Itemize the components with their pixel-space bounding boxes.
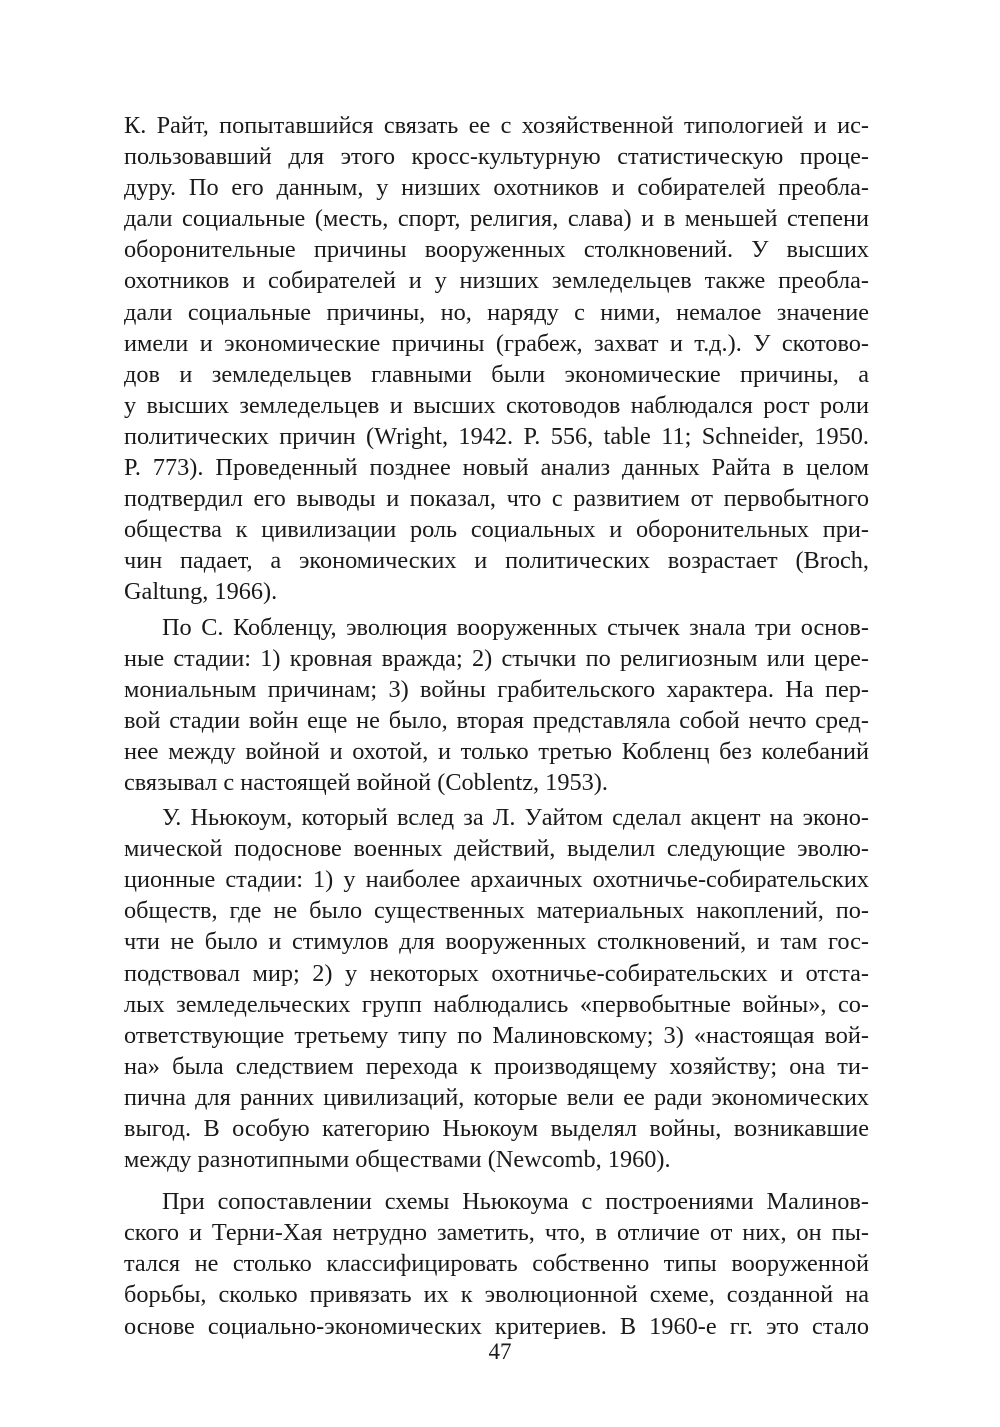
- text-line: ответствующие третьему типу по Малиновскому; 3) «настоящая вой-: [124, 1021, 869, 1049]
- paragraph-2: [124, 612, 869, 799]
- text-line: имели и экономические причины (грабеж, захват и т.д.). У скотово-: [124, 329, 869, 357]
- text-line: ционные стадии: 1) у наиболее архаичных охотничье-собирательских: [124, 866, 869, 894]
- paragraph-1: [124, 110, 869, 608]
- text-line: Galtung, 1966).: [124, 578, 278, 606]
- text-line: По С. Кобленцу, эволюция вооруженных стычек знала три основ-: [162, 613, 869, 641]
- text-line: дуру. По его данным, у низших охотников и собирателей преобла-: [124, 174, 869, 202]
- text-line: обществ, где не было существенных материальных накоплений, по-: [124, 897, 869, 925]
- text-line: выгод. В особую категорию Ньюкоум выделял войны, возникавшие: [124, 1115, 869, 1142]
- page-number: 47: [488, 1339, 512, 1364]
- text-line: К. Райт, попытавшийся связать ее с хозяйственной типологией и ис-: [124, 112, 869, 139]
- paragraph-4: [124, 1186, 869, 1341]
- text-line: ные стадии: 1) кровная вражда; 2) стычки по религиозным или цере-: [124, 644, 869, 672]
- text-line: P. 773). Проведенный позднее новый анализ данных Райта в целом: [124, 454, 869, 482]
- text-line: политических причин (Wright, 1942. P. 556, table 11; Schneider, 1950.: [124, 422, 869, 450]
- text-line: У. Ньюкоум, который вслед за Л. Уайтом сделал акцент на эконо-: [162, 804, 869, 832]
- text-line: чти не было и стимулов для вооруженных столкновений, и там гос-: [124, 928, 869, 956]
- page-body: [124, 110, 869, 1342]
- text-line: подтвердил его выводы и показал, что с развитием от первобытного: [124, 485, 869, 513]
- text-line: охотников и собирателей и у низших земледельцев также преобла-: [124, 267, 869, 295]
- text-line: между разнотипными обществами (Newcomb, 1960).: [124, 1146, 671, 1174]
- text-line: При сопоставлении схемы Ньюкоума с построениями Малинов-: [162, 1188, 869, 1216]
- text-line: дали социальные (месть, спорт, религия, слава) и в меньшей степени: [124, 205, 869, 233]
- paragraph-3: [124, 802, 869, 1175]
- text-line: пользовавший для этого кросс-культурную статистическую проце-: [124, 143, 869, 171]
- text-line: связывал с настоящей войной (Coblentz, 1953).: [124, 768, 608, 796]
- text-line: оборонительные причины вооруженных столкновений. У высших: [124, 236, 869, 264]
- text-line: основе социально-экономических критериев. В 1960-е гг. это стало: [124, 1312, 869, 1340]
- text-line: нее между войной и охотой, и только третью Кобленц без колебаний: [124, 737, 869, 765]
- text-line: дов и земледельцев главными были экономические причины, а: [124, 360, 869, 388]
- text-line: на» была следствием перехода к производящему хозяйству; она ти-: [124, 1052, 869, 1080]
- text-line: мической подоснове военных действий, выделил следующие эволю-: [124, 835, 869, 863]
- text-line: ского и Терни-Хая нетрудно заметить, что, в отличие от них, он пы-: [124, 1219, 869, 1247]
- text-line: лых земледельческих групп наблюдались «первобытные войны», со-: [124, 990, 869, 1018]
- text-line: борьбы, сколько привязать их к эволюционной схеме, созданной на: [124, 1281, 869, 1309]
- text-line: чин падает, а экономических и политических возрастает (Broch,: [124, 547, 869, 575]
- text-line: подствовал мир; 2) у некоторых охотничье-собирательских и отста-: [124, 959, 869, 987]
- text-line: мониальным причинам; 3) войны грабительского характера. На пер-: [124, 675, 869, 703]
- text-line: дали социальные причины, но, наряду с ними, немалое значение: [124, 298, 869, 326]
- text-line: у высших земледельцев и высших скотоводов наблюдался рост роли: [124, 391, 869, 419]
- text-line: тался не столько классифицировать собственно типы вооруженной: [124, 1250, 869, 1278]
- text-line: вой стадии войн еще не было, вторая представляла собой нечто сред-: [124, 706, 869, 734]
- text-line: общества к цивилизации роль социальных и оборонительных при-: [124, 516, 869, 544]
- text-line: пична для ранних цивилизаций, которые вели ее ради экономических: [124, 1083, 869, 1111]
